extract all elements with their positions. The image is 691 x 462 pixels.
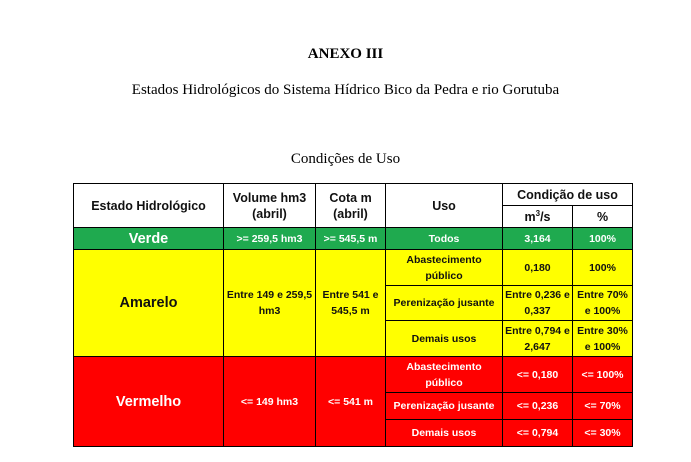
table-row-amarelo xyxy=(74,250,633,286)
header-condicao: Condição de uso xyxy=(503,184,633,206)
table-caption: Condições de Uso xyxy=(290,151,401,167)
header-uso: Uso xyxy=(386,184,503,228)
table-row-vermelho xyxy=(74,357,633,393)
percent-cell: <= 70% xyxy=(573,393,633,420)
cota-cell: Entre 541 e 545,5 m xyxy=(316,250,386,357)
uso-cell: Perenização jusante xyxy=(386,393,503,420)
volume-cell: <= 149 hm3 xyxy=(224,357,316,447)
vazao-cell: Entre 0,794 e 2,647 xyxy=(503,321,573,357)
volume-cell: Entre 149 e 259,5 hm3 xyxy=(224,250,316,357)
percent-cell: Entre 30% e 100% xyxy=(573,321,633,357)
vazao-cell: <= 0,794 xyxy=(503,420,573,447)
percent-cell: 100% xyxy=(573,228,633,250)
cota-cell: <= 541 m xyxy=(316,357,386,447)
state-amarelo: Amarelo xyxy=(74,250,224,357)
uso-cell: Demais usos xyxy=(386,420,503,447)
uso-cell: Todos xyxy=(386,228,503,250)
uso-cell: Abastecimento público xyxy=(386,250,503,286)
state-verde: Verde xyxy=(74,228,224,250)
vazao-cell: Entre 0,236 e 0,337 xyxy=(503,286,573,321)
header-unit-flow: $m^3/s$ xyxy=(503,206,573,228)
document-subtitle: Estados Hidrológicos do Sistema Hídrico Bico da Pedra e rio Gorutuba xyxy=(131,82,560,98)
header-unit-percent: % xyxy=(573,206,633,228)
uso-cell: Abastecimento público xyxy=(386,357,503,393)
conditions-table xyxy=(73,183,633,447)
cota-cell: >= 545,5 m xyxy=(316,228,386,250)
header-cota: Cota m (abril) xyxy=(316,184,386,228)
percent-cell: 100% xyxy=(573,250,633,286)
volume-cell: >= 259,5 hm3 xyxy=(224,228,316,250)
vazao-cell: 3,164 xyxy=(503,228,573,250)
vazao-cell: <= 0,236 xyxy=(503,393,573,420)
uso-cell: Perenização jusante xyxy=(386,286,503,321)
vazao-cell: <= 0,180 xyxy=(503,357,573,393)
percent-cell: <= 30% xyxy=(573,420,633,447)
vazao-cell: 0,180 xyxy=(503,250,573,286)
percent-cell: Entre 70% e 100% xyxy=(573,286,633,321)
state-vermelho: Vermelho xyxy=(74,357,224,447)
header-volume: Volume hm3 (abril) xyxy=(224,184,316,228)
uso-cell: Demais usos xyxy=(386,321,503,357)
header-estado: Estado Hidrológico xyxy=(74,184,224,228)
table-row-verde xyxy=(74,228,633,250)
percent-cell: <= 100% xyxy=(573,357,633,393)
annex-heading: ANEXO III xyxy=(307,46,384,62)
